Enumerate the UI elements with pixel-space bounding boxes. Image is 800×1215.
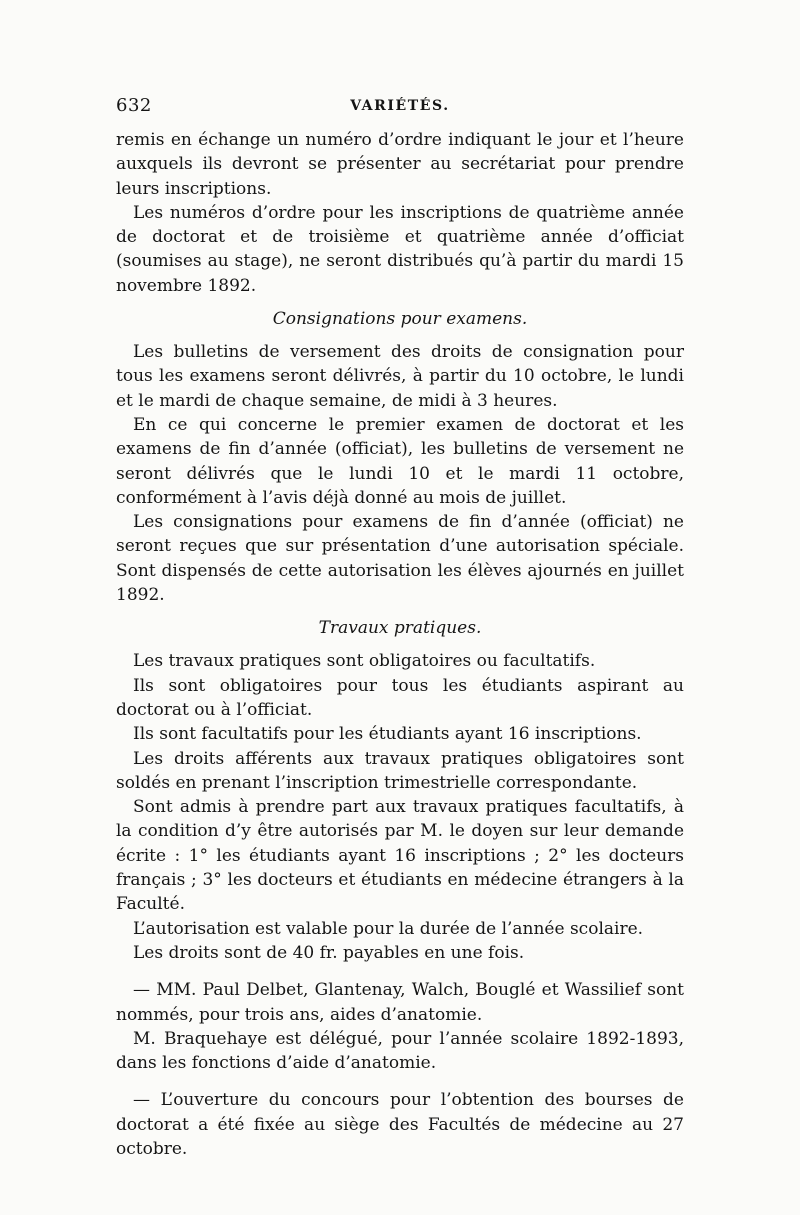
paragraph: L’autorisation est valable pour la durée de l’année scolaire.	[133, 918, 644, 939]
paragraph: Les bulletins de versement des droits de consignation pour tous les examens seront délivrés, à partir du 10 octobre, le lundi et le mardi de chaque semaine, de midi à 3 heures.	[116, 342, 684, 411]
paragraph: Ils sont facultatifs pour les étudiants ayant 16 inscriptions.	[133, 724, 642, 745]
section-heading-travaux: Travaux pratiques.	[318, 618, 482, 639]
body-text	[116, 128, 684, 1161]
section-heading-consignations: Consignations pour examens.	[272, 309, 528, 330]
paragraph: — MM. Paul Delbet, Glantenay, Walch, Bouglé et Wassilief sont nommés, pour trois ans, aides d’anatomie.	[116, 980, 684, 1025]
paragraph: remis en échange un numéro d’ordre indiquant le jour et l’heure auxquels ils devront se présenter au secrétariat pour prendre leurs inscriptions.	[116, 130, 684, 199]
page-number: 632	[116, 95, 152, 116]
paragraph: Les consignations pour examens de fin d’année (officiat) ne seront reçues que sur présentation d’une autorisation spéciale. Sont dispensés de cette autorisation les élèves ajournés en juillet 1892.	[116, 512, 684, 606]
paragraph: Les droits afférents aux travaux pratiques obligatoires sont soldés en prenant l’inscription trimestrielle correspondante.	[116, 748, 684, 793]
paragraph: Les numéros d’ordre pour les inscriptions de quatrième année de doctorat et de troisième et quatrième année d’officiat (soumises au stage), ne seront distribués qu’à partir du mardi 15 novembre 1892.	[116, 202, 684, 296]
paragraph: M. Braquehaye est délégué, pour l’année scolaire 1892-1893, dans les fonctions d’aide d’anatomie.	[116, 1028, 684, 1074]
paragraph: Sont admis à prendre part aux travaux pratiques facultatifs, à la condition d’y être autorisés par M. le doyen sur leur demande écrite : 1° les étudiants ayant 16 inscriptions ; 2° les docteurs français ; 3° les docteurs et étudiants en médecine étrangers à la Faculté.	[116, 797, 684, 915]
running-head: VARIÉTÉS.	[350, 98, 450, 114]
paragraph: Les droits sont de 40 fr. payables en une fois.	[133, 942, 525, 963]
paragraph: En ce qui concerne le premier examen de doctorat et les examens de fin d’année (officiat), les bulletins de versement ne seront délivrés que le lundi 10 et le mardi 11 octobre, conformément à l’avis déjà donné au mois de juillet.	[116, 414, 684, 508]
paragraph: Les travaux pratiques sont obligatoires ou facultatifs.	[133, 651, 596, 672]
page-header	[116, 95, 684, 123]
paragraph: — L’ouverture du concours pour l’obtention des bourses de doctorat a été fixée au siège des Facultés de médecine au 27 octobre.	[116, 1090, 684, 1159]
paragraph: Ils sont obligatoires pour tous les étudiants aspirant au doctorat ou à l’officiat.	[116, 675, 684, 720]
